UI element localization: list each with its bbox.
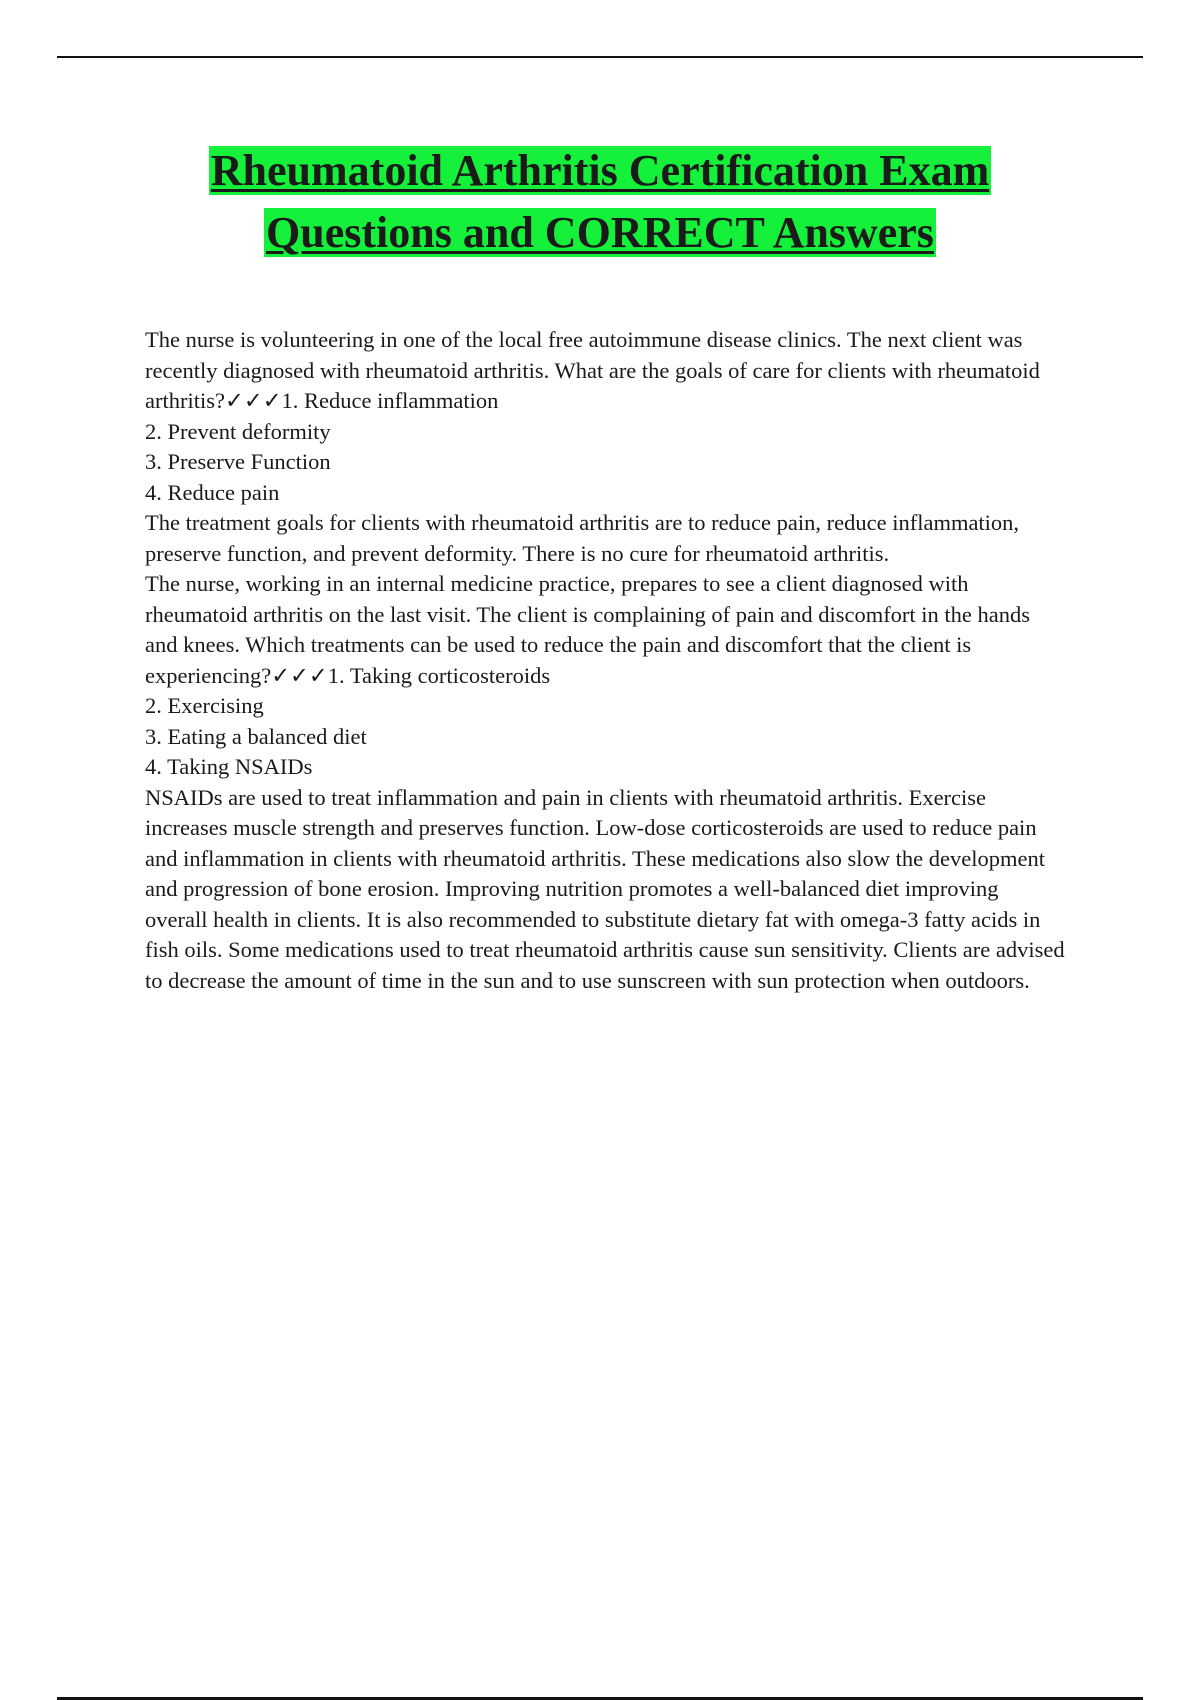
- title-line-2: Questions and CORRECT Answers: [266, 208, 934, 257]
- top-divider: [57, 56, 1143, 58]
- question-1-answer-3: 3. Preserve Function: [145, 449, 331, 474]
- question-2-explanation: NSAIDs are used to treat inflammation and pain in clients with rheumatoid arthritis. Exercise increases muscle strength and preserves function. Low-dose corticosteroids are used to reduce pain and inflammation in clients with rheumatoid arthritis. These medications also slow the development and progression of bone erosion. Improving nutrition promotes a well-balanced diet improving overall health in clients. It is also recommended to substitute dietary fat with omega-3 fatty acids in fish oils. Some medications used to treat rheumatoid arthritis cause sun sensitivity. Clients are advised to decrease the amount of time in the sun and to use sunscreen with sun protection when outdoors.: [145, 784, 1065, 993]
- question-2: [145, 569, 1065, 691]
- question-1-answer-2: 2. Prevent deformity: [145, 418, 331, 444]
- checkmark-icon: ✓✓✓: [224, 388, 282, 413]
- question-1-text: The nurse is volunteering in one of the local free autoimmune disease clinics. The next client was recently diagnosed with rheumatoid arthritis. What are the goals of care for clients with rheumatoid arthritis?: [145, 327, 1040, 413]
- question-2-answer-4: 4. Taking NSAIDs: [145, 754, 313, 779]
- document-body: [145, 325, 1065, 996]
- document-title: [0, 140, 1200, 264]
- question-2-answer-1: 1. Taking corticosteroids: [327, 662, 551, 688]
- title-line-1: Rheumatoid Arthritis Certification Exam: [210, 146, 990, 195]
- question-2-answer-2: 2. Exercising: [145, 693, 264, 718]
- checkmark-icon: ✓✓✓: [271, 662, 328, 688]
- question-1-answer-4: 4. Reduce pain: [145, 479, 280, 505]
- question-1: [145, 325, 1065, 417]
- question-1-answer-1: 1. Reduce inflammation: [281, 388, 499, 413]
- question-1-explanation: The treatment goals for clients with rheumatoid arthritis are to reduce pain, reduce inflammation, preserve function, and prevent deformity. There is no cure for rheumatoid arthritis.: [145, 510, 1020, 566]
- question-2-answer-3: 3. Eating a balanced diet: [145, 723, 367, 749]
- question-2-text: The nurse, working in an internal medicine practice, prepares to see a client diagnosed with rheumatoid arthritis on the last visit. The client is complaining of pain and discomfort in the hands and knees. Which treatments can be used to reduce the pain and discomfort that the client is experiencing?: [145, 571, 1031, 688]
